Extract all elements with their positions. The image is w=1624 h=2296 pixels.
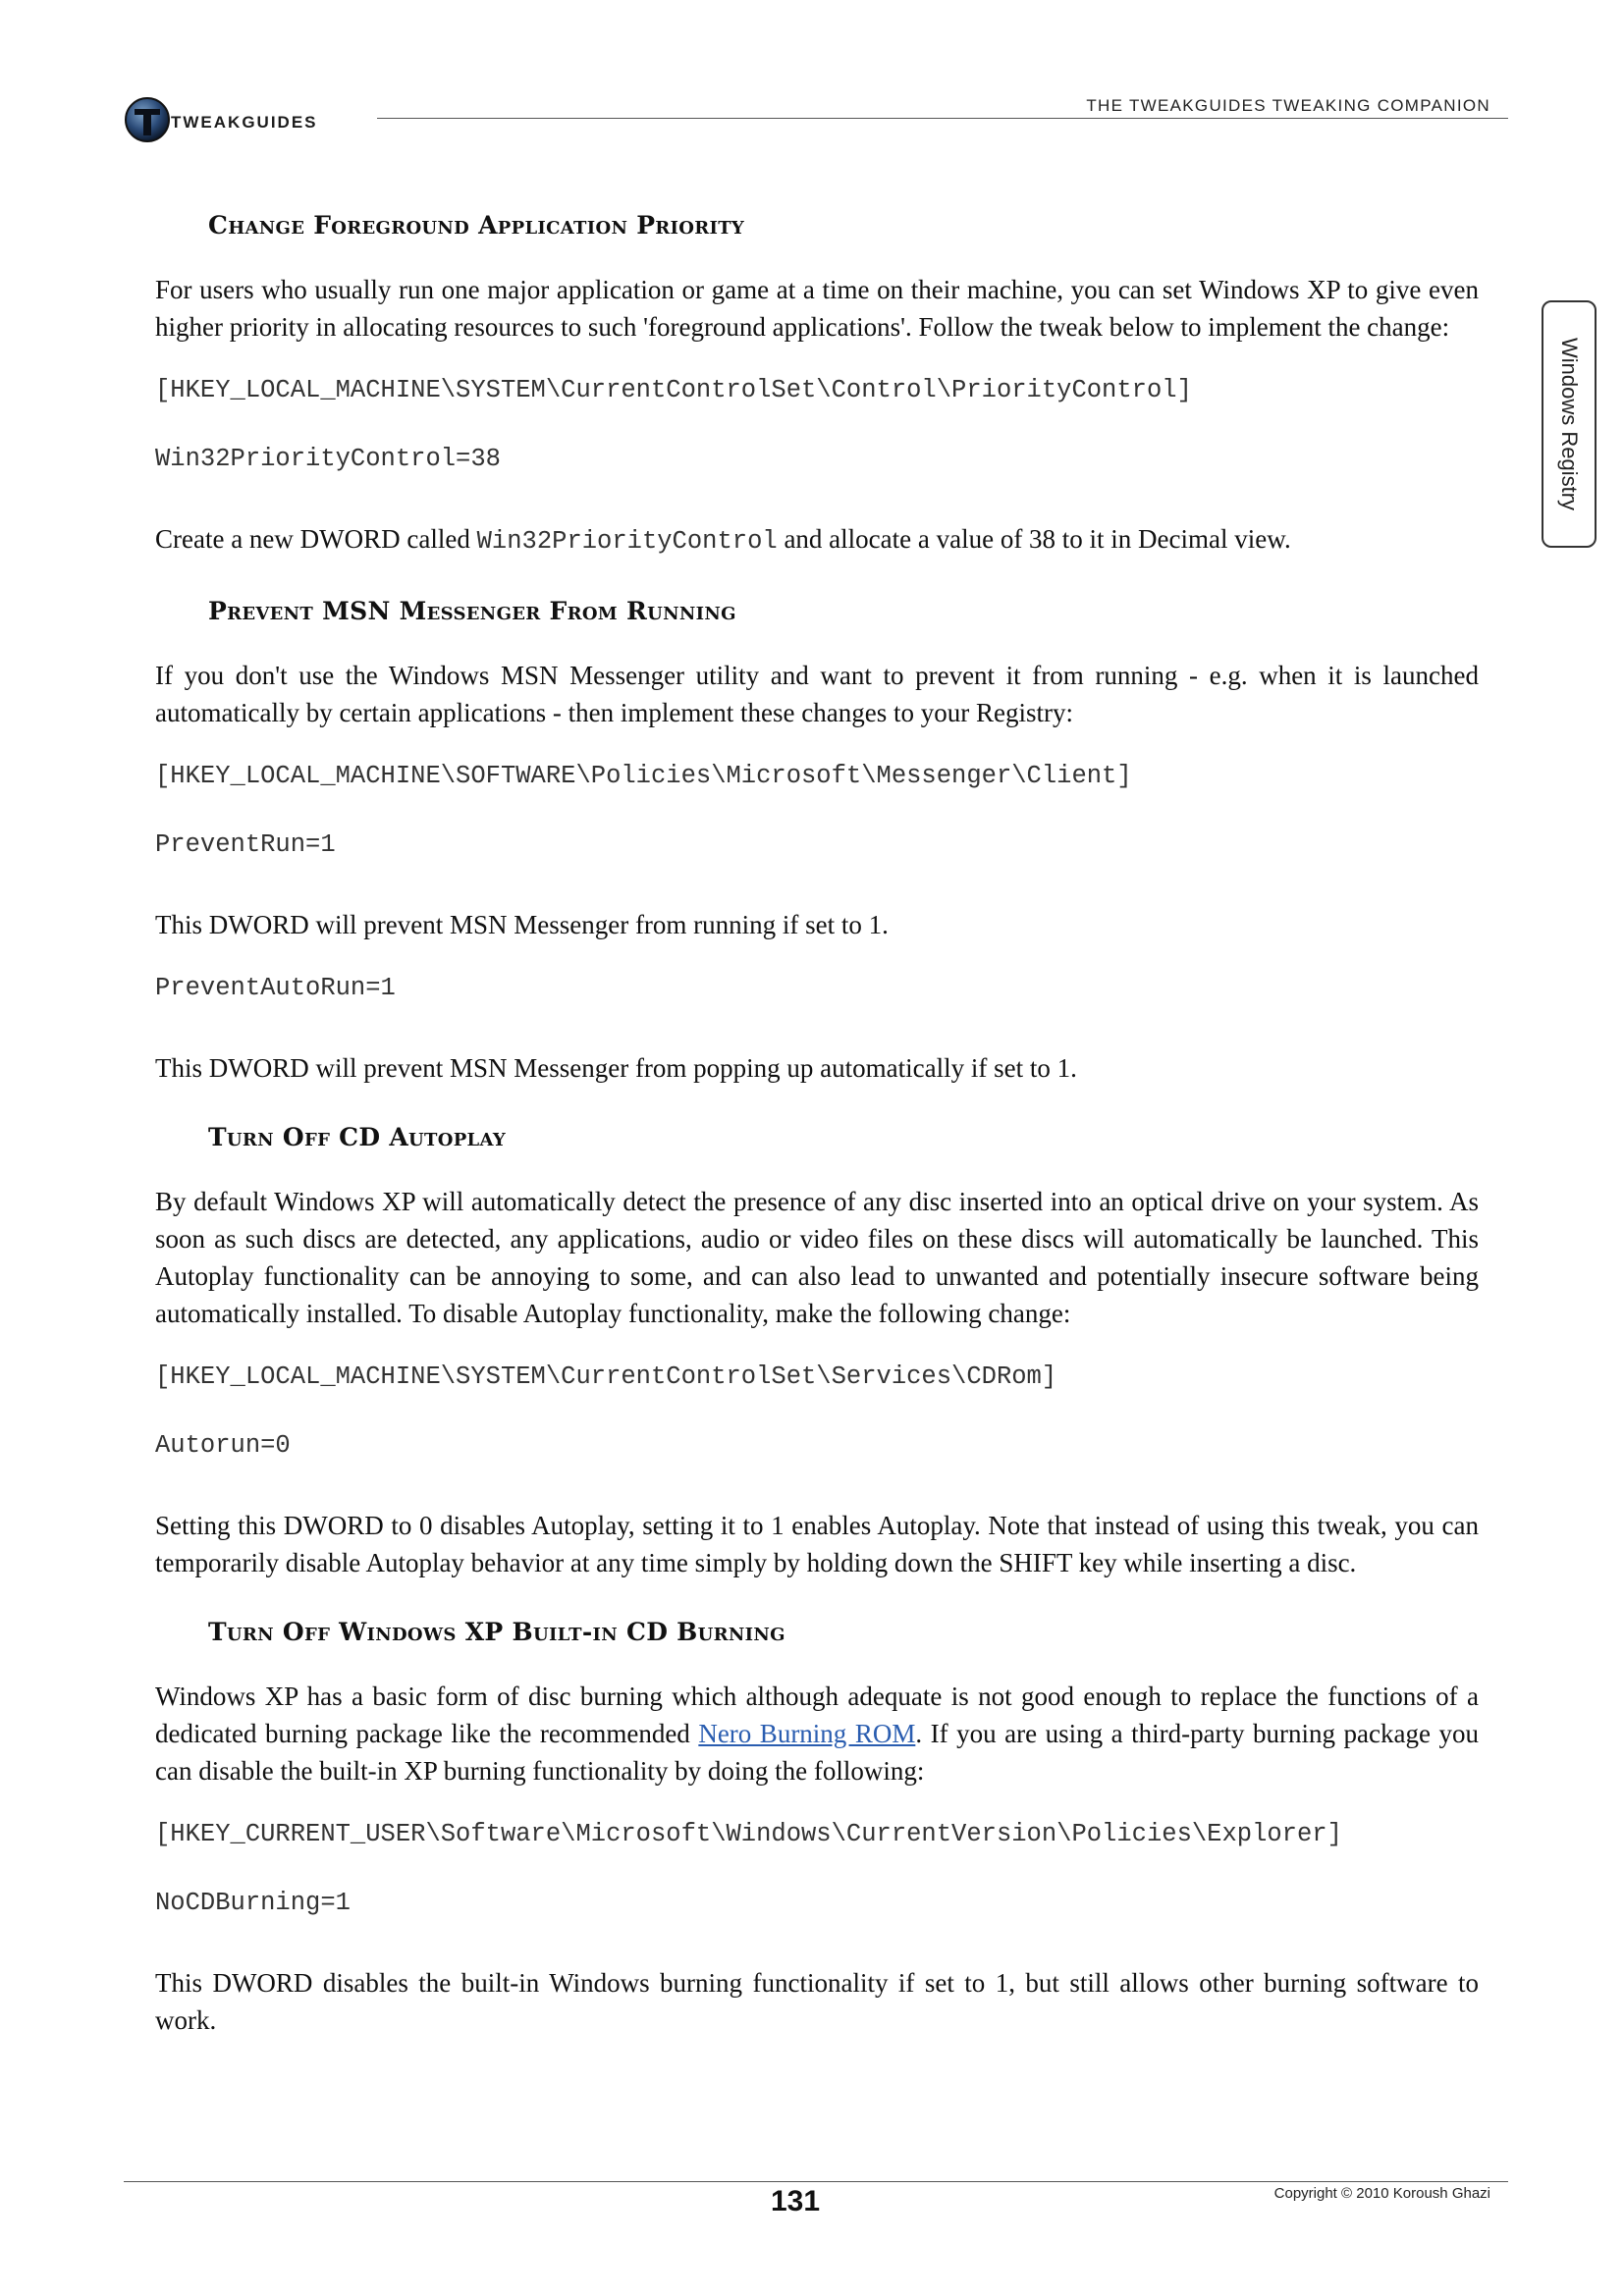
- note-text-post: and allocate a value of 38 to it in Decimal view.: [777, 524, 1291, 554]
- section-heading-foreground-priority: Change Foreground Application Priority: [208, 211, 745, 240]
- registry-value-win32-priority: Win32PriorityControl=38: [155, 445, 501, 473]
- chapter-side-tab-label: Windows Registry: [1557, 337, 1582, 511]
- chapter-side-tab: [1542, 300, 1597, 548]
- registry-key-priority-control: [HKEY_LOCAL_MACHINE\SYSTEM\CurrentControlSet\Control\PriorityControl]: [155, 376, 1192, 404]
- paragraph-cd-burning-intro: [155, 1678, 1479, 1789]
- paragraph-autoplay-note: Setting this DWORD to 0 disables Autoplay, setting it to 1 enables Autoplay. Note that instead of using this tweak, you can temporarily disable Autoplay behavior at any time simply by holding down the SHIFT key while inserting a disc.: [155, 1511, 1479, 1577]
- section-heading-cd-autoplay: Turn Off CD Autoplay: [208, 1123, 507, 1151]
- registry-value-prevent-autorun: PreventAutoRun=1: [155, 974, 396, 1002]
- nero-burning-rom-link[interactable]: Nero Burning ROM: [698, 1719, 916, 1748]
- paragraph-msn-intro: If you don't use the Windows MSN Messenger utility and want to prevent it from running - e.g. when it is launched automatically by certain applications - then implement these changes to your Registry:: [155, 661, 1479, 727]
- registry-key-messenger-client: [HKEY_LOCAL_MACHINE\SOFTWARE\Policies\Microsoft\Messenger\Client]: [155, 762, 1132, 790]
- tweakguides-logo: [124, 94, 359, 145]
- paragraph-prevent-run-note: This DWORD will prevent MSN Messenger from running if set to 1.: [155, 910, 889, 939]
- paragraph-foreground-priority-note: [155, 520, 1479, 561]
- intro-text-post: . If you are using a third-party burning package you can disable the built-in XP burning functionality by doing the following:: [155, 1719, 1479, 1786]
- paragraph-autoplay-intro: By default Windows XP will automatically detect the presence of any disc inserted into an optical drive on your system. As soon as such discs are detected, any applications, audio or video files on these discs will automatically be launched. This Autoplay functionality can be annoying to some, and can also lead to unwanted and potentially insecure software being automatically installed. To disable Autoplay functionality, make the following change:: [155, 1187, 1479, 1328]
- paragraph-cd-burning-note: This DWORD disables the built-in Windows burning functionality if set to 1, but still allows other burning software to work.: [155, 1968, 1479, 2035]
- registry-key-explorer-policies: [HKEY_CURRENT_USER\Software\Microsoft\Windows\CurrentVersion\Policies\Explorer]: [155, 1820, 1342, 1848]
- page-number: 131: [770, 2185, 821, 2217]
- logo-text: TWEAKGUIDES: [171, 113, 318, 132]
- note-text-pre: Create a new DWORD called: [155, 524, 477, 554]
- registry-key-cdrom: [HKEY_LOCAL_MACHINE\SYSTEM\CurrentControlSet\Services\CDRom]: [155, 1362, 1057, 1391]
- page-content: [155, 208, 1479, 2039]
- registry-value-autorun: Autorun=0: [155, 1431, 291, 1460]
- paragraph-foreground-priority-intro: For users who usually run one major application or game at a time on their machine, you can set Windows XP to give even higher priority in allocating resources to such 'foreground applications'. Follow the tweak below to implement the change:: [155, 275, 1479, 342]
- section-heading-cd-burning: Turn Off Windows XP Built-in CD Burning: [208, 1618, 785, 1646]
- inline-code-win32-priority: Win32PriorityControl: [476, 527, 778, 556]
- section-heading-msn-messenger: Prevent MSN Messenger From Running: [208, 597, 736, 625]
- registry-value-prevent-run: PreventRun=1: [155, 830, 336, 859]
- copyright-notice: Copyright © 2010 Koroush Ghazi: [1273, 2185, 1490, 2202]
- registry-value-no-cd-burning: NoCDBurning=1: [155, 1889, 351, 1917]
- paragraph-prevent-autorun-note: This DWORD will prevent MSN Messenger from popping up automatically if set to 1.: [155, 1053, 1077, 1083]
- header-divider: [377, 118, 1508, 119]
- header-title: THE TWEAKGUIDES TWEAKING COMPANION: [1086, 96, 1490, 115]
- footer-divider: [124, 2181, 1508, 2182]
- intro-text-pre: Windows XP has a basic form of disc burning which although adequate is not good enough to replace the functions of a dedicated burning package like the recommended: [155, 1682, 1479, 1748]
